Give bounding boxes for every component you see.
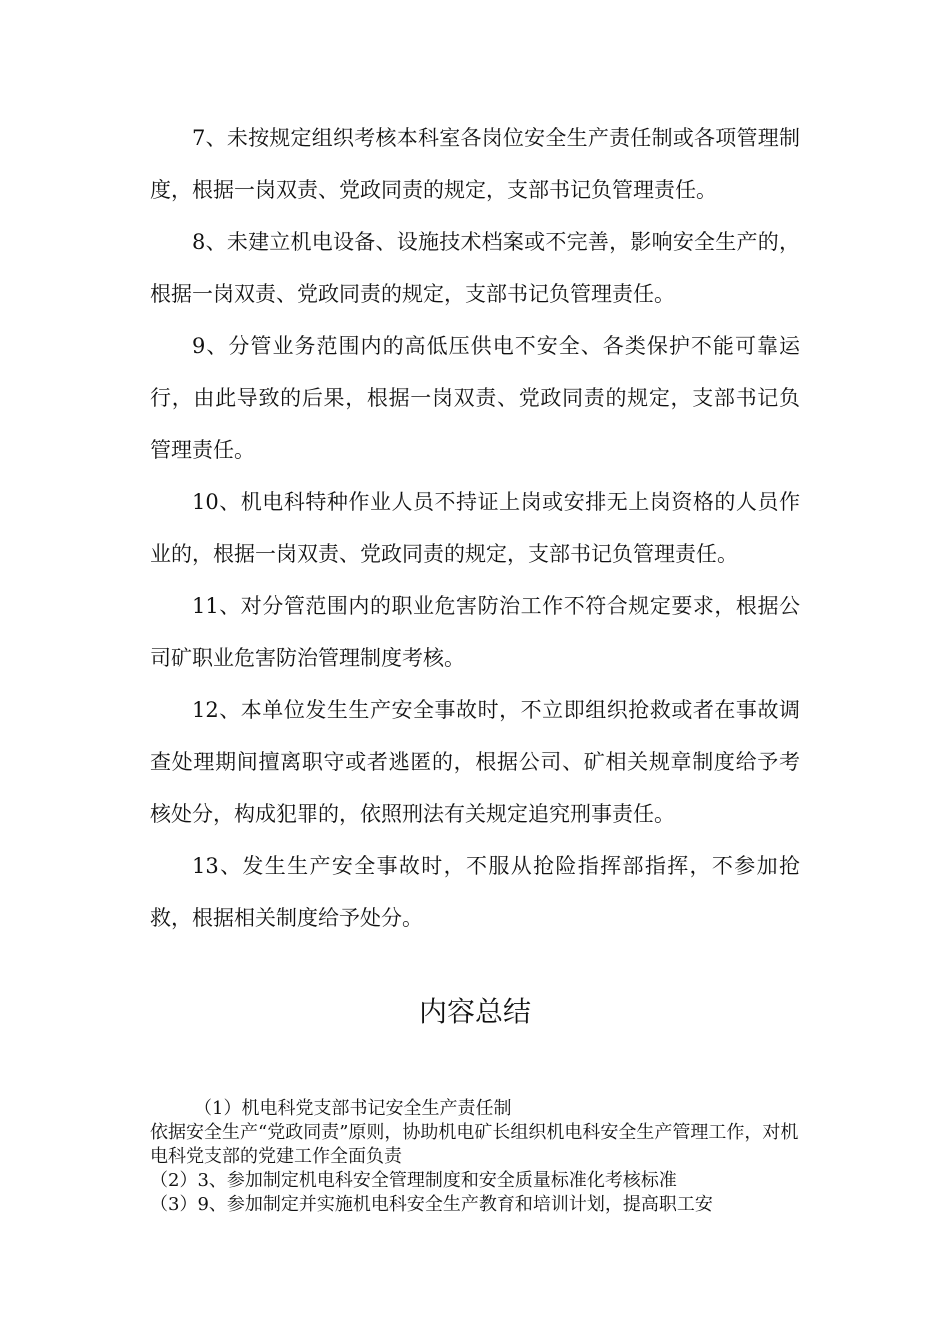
summary-heading: 内容总结 — [418, 995, 531, 1028]
clause-11: 11、对分管范围内的职业危害防治工作不符合规定要求，根据公司矿职业危害防治管理制度考核。 — [150, 594, 800, 670]
clause-9: 9、分管业务范围内的高低压供电不安全、各类保护不能可靠运行，由此导致的后果，根据一岗双责、党政同责的规定，支部书记负管理责任。 — [150, 334, 800, 462]
summary-item-1: （1）机电科党支部书记安全生产责任制 — [194, 1098, 512, 1119]
clause-8: 8、未建立机电设备、设施技术档案或不完善，影响安全生产的，根据一岗双责、党政同责的规定，支部书记负管理责任。 — [150, 230, 800, 306]
clause-list — [150, 112, 800, 944]
summary-body — [150, 1097, 800, 1217]
clause-12: 12、本单位发生生产安全事故时，不立即组织抢救或者在事故调查处理期间擅离职守或者逃匿的，根据公司、矿相关规章制度给予考核处分，构成犯罪的，依照刑法有关规定追究刑事责任。 — [150, 698, 800, 826]
summary-item-1-text: 依据安全生产“党政同责”原则，协助机电矿长组织机电科安全生产管理工作，对机电科党支部的党建工作全面负责 — [150, 1122, 799, 1167]
clause-10: 10、机电科特种作业人员不持证上岗或安排无上岗资格的人员作业的，根据一岗双责、党政同责的规定，支部书记负管理责任。 — [150, 490, 800, 566]
summary-item-2: （2）3、参加制定机电科安全管理制度和安全质量标准化考核标准 — [150, 1170, 677, 1191]
clause-13: 13、发生生产安全事故时，不服从抢险指挥部指挥，不参加抢救，根据相关制度给予处分。 — [150, 854, 800, 930]
clause-7: 7、未按规定组织考核本科室各岗位安全生产责任制或各项管理制度，根据一岗双责、党政同责的规定，支部书记负管理责任。 — [150, 126, 800, 202]
summary-item-3: （3）9、参加制定并实施机电科安全生产教育和培训计划，提高职工安 — [150, 1194, 713, 1215]
